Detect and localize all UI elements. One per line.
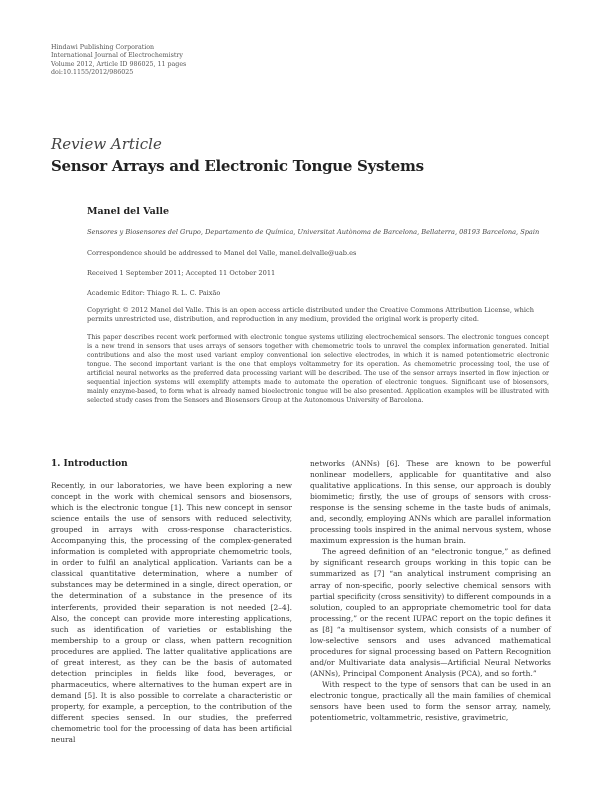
paper-title: Sensor Arrays and Electronic Tongue Systems [51,157,424,175]
section-heading: 1. Introduction [51,459,128,469]
doi-line: doi:10.1155/2012/986025 [51,69,134,77]
abstract: This paper describes recent work performed with electronic tongue systems utilizing electrochemical sensors. The electronic tongues concept is a new trend in sensors that uses arrays of sensors together with chemometric tools to unravel the complex information generated. Initial contributions and also the most used variant employ conventional ion selective electrodes, in which it is named potentiometric electronic tongue. The second important variant is the one that employs voltammetry for its operation. As chemometric processing tool, the use of artificial neural networks as the preferred data processing variant will be described. The use of the sensor arrays inserted in flow injection or sequential injection systems will exemplify attempts made to automate the operation of electronic tongues. Significant use of biosensors, mainly enzyme-based, to form what is already named bioelectronic tongue will be also presented. Application examples will be illustrated with selected study cases from the Sensors and Biosensors Group at the Autonomous University of Barcelona. [87,334,549,404]
left-column [51,458,292,745]
body-paragraph: The agreed definition of an “electronic tongue,” as defined by significant research groups working in this topic can be summarized as [7] “an analytical instrument comprising an array of non-specific, poorly selective chemical sensors with partial specificity (cross sensitivity) to different compounds in a solution, coupled to an appropriate chemometric tool for data processing,” or the recent IUPAC report on the topic defines it as [8] “a multisensor system, which consists of a number of low-selective sensors and uses advanced mathematical procedures for signal processing based on Pattern Recognition and/or Multivariate data analysis—Artificial Neural Networks (ANNs), Principal Component Analysis (PCA), and so forth.” [310,547,551,678]
volume-line: Volume 2012, Article ID 986025, 11 pages [51,60,187,68]
received-dates: Received 1 September 2011; Accepted 11 October 2011 [87,269,276,277]
journal-header [51,44,186,78]
correspondence: Correspondence should be addressed to Manel del Valle, manel.delvalle@uab.es [87,249,357,257]
article-type: Review Article [51,135,162,153]
right-column [310,458,551,723]
body-paragraph: Recently, in our laboratories, we have been exploring a new concept in the work with chemical sensors and biosensors, which is the electronic tongue [1]. This new concept in sensor science entails the use of sensors with reduced selectivity, grouped in arrays with cross-response characteristics. Accompanying this, the processing of the complex-generated information is completed with appropriate chemometric tools, in order to fulfil an analytical application. Variants can be a classical quantitative determination, where a number of substances may be determined in a single, direct operation, or the determination of a substance in the presence of its interferents, provided their separation is not needed [2–4]. Also, the concept can provide more interesting applications, such as identification of varieties or establishing the membership to a group or class, when pattern recognition procedures are applied. The latter qualitative applications are of great interest, as they can be the basis of automated detection principles in fields like food, beverages, or pharmaceutics, where alternatives to the human expert are in demand [5]. It is also possible to correlate a characteristic or property, for example, a perception, to the contribution of the different species sensed. In our studies, the preferred chemometric tool for the processing of data has been artificial neural [51,481,292,745]
publisher-line: Hindawi Publishing Corporation [51,44,155,51]
author-name: Manel del Valle [87,206,170,217]
copyright-notice: Copyright © 2012 Manel del Valle. This is an open access article distributed under the Creative Commons Attribution License, which permits unrestricted use, distribution, and reproduction in any medium, provided the original work is properly cited. [87,306,534,323]
journal-line: International Journal of Electrochemistry [51,52,183,60]
body-paragraph: networks (ANNs) [6]. These are known to be powerful nonlinear modellers, applicable for quantitative and also qualitative applications. In this sense, our approach is doubly biomimetic; firstly, the use of groups of sensors with cross-response is the sensing scheme in the taste buds of animals, and, secondly, employing ANNs which are parallel information processing tools inspired in the animal nervous system, whose maximum expression is the human brain. [310,459,551,546]
body-paragraph: With respect to the type of sensors that can be used in an electronic tongue, practically all the main families of chemical sensors have been used to form the sensor array, namely, potentiometric, voltammetric, resistive, gravimetric, [310,679,551,723]
affiliation: Sensores y Biosensores del Grupo, Departamento de Química, Universitat Autònoma de Barcelona, Bellaterra, 08193 Barcelona, Spain [87,228,540,236]
academic-editor: Academic Editor: Thiago R. L. C. Paixão [87,289,221,297]
